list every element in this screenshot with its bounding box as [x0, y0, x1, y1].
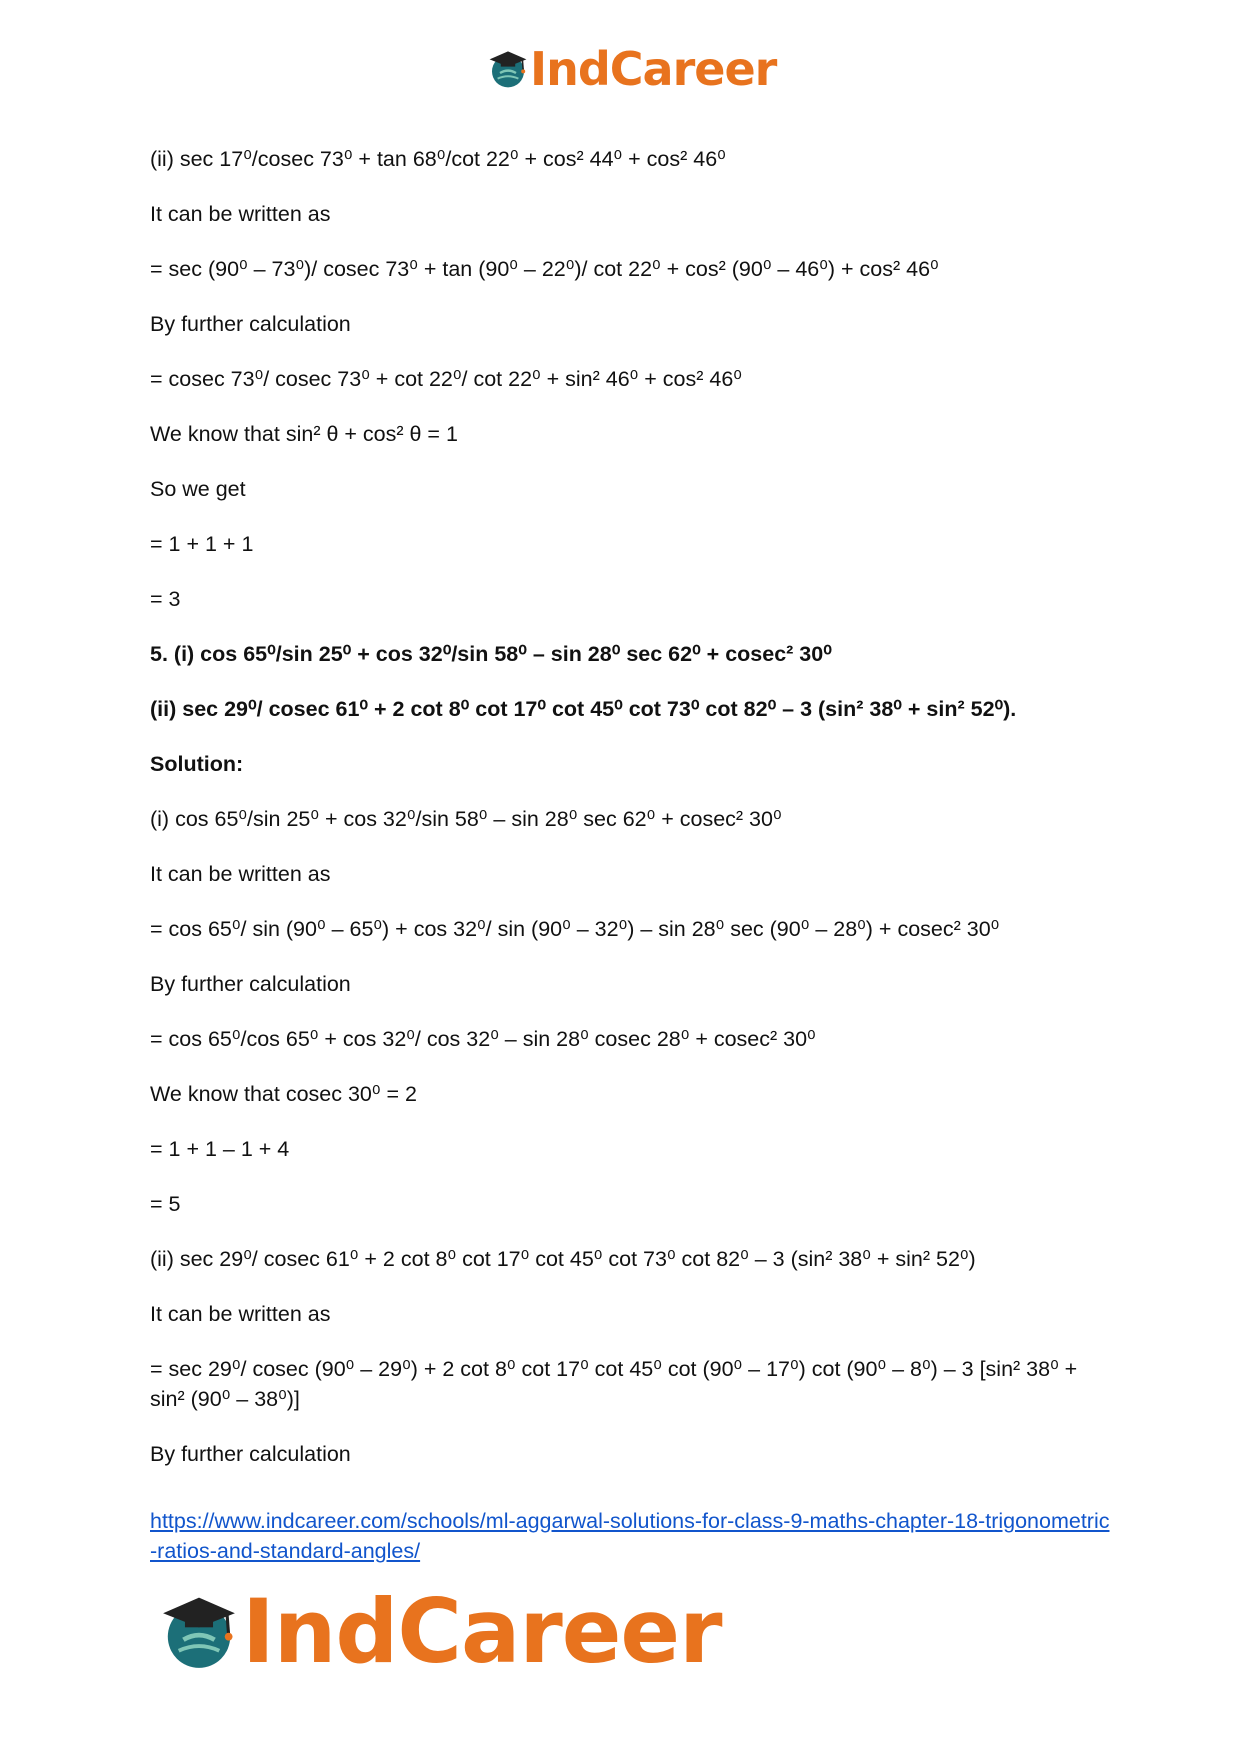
question-text: Solution: [150, 752, 244, 776]
question-text: 5. (i) cos 65⁰/sin 25⁰ + cos 32⁰/sin 58⁰ – sin 28⁰ sec 62⁰ + cosec² 30⁰ [150, 642, 832, 666]
solution-line: (ii) sec 17⁰/cosec 73⁰ + tan 68⁰/cot 22⁰ + cos² 44⁰ + cos² 46⁰ [150, 147, 726, 171]
solution-line: = 1 + 1 + 1 [150, 532, 254, 556]
solution-line: = cos 65⁰/cos 65⁰ + cos 32⁰/ cos 32⁰ – sin 28⁰ cosec 28⁰ + cosec² 30⁰ [150, 1027, 816, 1051]
question-text: (ii) sec 29⁰/ cosec 61⁰ + 2 cot 8⁰ cot 17⁰ cot 45⁰ cot 73⁰ cot 82⁰ – 3 (sin² 38⁰ + sin² 52⁰). [150, 697, 1017, 721]
solution-line: = cosec 73⁰/ cosec 73⁰ + cot 22⁰/ cot 22⁰ + sin² 46⁰ + cos² 46⁰ [150, 367, 742, 391]
solution-line: By further calculation [150, 1442, 351, 1466]
solution-line: By further calculation [150, 312, 351, 336]
solution-line: By further calculation [150, 972, 351, 996]
solution-line: We know that sin² θ + cos² θ = 1 [150, 422, 458, 446]
graduation-cap-globe-icon [160, 1593, 238, 1671]
solution-line: = 3 [150, 587, 181, 611]
solution-line: (i) cos 65⁰/sin 25⁰ + cos 32⁰/sin 58⁰ – sin 28⁰ sec 62⁰ + cosec² 30⁰ [150, 807, 782, 831]
solution-line: = 5 [150, 1192, 181, 1216]
source-link[interactable]: https://www.indcareer.com/schools/ml-aggarwal-solutions-for-class-9-maths-chapter-18-trigonometric-ratios-and-standard-angles/ [150, 1509, 1110, 1563]
logo-wordmark: IndCareer [530, 42, 777, 96]
indcareer-logo-header [488, 42, 776, 96]
logo-wordmark: IndCareer [242, 1580, 722, 1683]
solution-line: = sec (90⁰ – 73⁰)/ cosec 73⁰ + tan (90⁰ – 22⁰)/ cot 22⁰ + cos² (90⁰ – 46⁰) + cos² 46⁰ [150, 257, 939, 281]
solution-line: = 1 + 1 – 1 + 4 [150, 1137, 290, 1161]
solution-line: It can be written as [150, 862, 331, 886]
solution-line: So we get [150, 477, 246, 501]
solution-line: We know that cosec 30⁰ = 2 [150, 1082, 417, 1106]
document-body [150, 144, 1090, 1494]
solution-line: It can be written as [150, 1302, 331, 1326]
solution-line: = cos 65⁰/ sin (90⁰ – 65⁰) + cos 32⁰/ sin (90⁰ – 32⁰) – sin 28⁰ sec (90⁰ – 28⁰) + cosec² 30⁰ [150, 917, 1000, 941]
solution-line: (ii) sec 29⁰/ cosec 61⁰ + 2 cot 8⁰ cot 17⁰ cot 45⁰ cot 73⁰ cot 82⁰ – 3 (sin² 38⁰ + sin² 52⁰) [150, 1247, 976, 1271]
solution-line: = sec 29⁰/ cosec (90⁰ – 29⁰) + 2 cot 8⁰ cot 17⁰ cot 45⁰ cot (90⁰ – 17⁰) cot (90⁰ – 8⁰) – 3 [sin² 38⁰ + sin² (90⁰ – 38⁰)] [150, 1357, 1078, 1411]
indcareer-logo-footer [160, 1580, 722, 1683]
graduation-cap-globe-icon [488, 49, 528, 89]
solution-line: It can be written as [150, 202, 331, 226]
